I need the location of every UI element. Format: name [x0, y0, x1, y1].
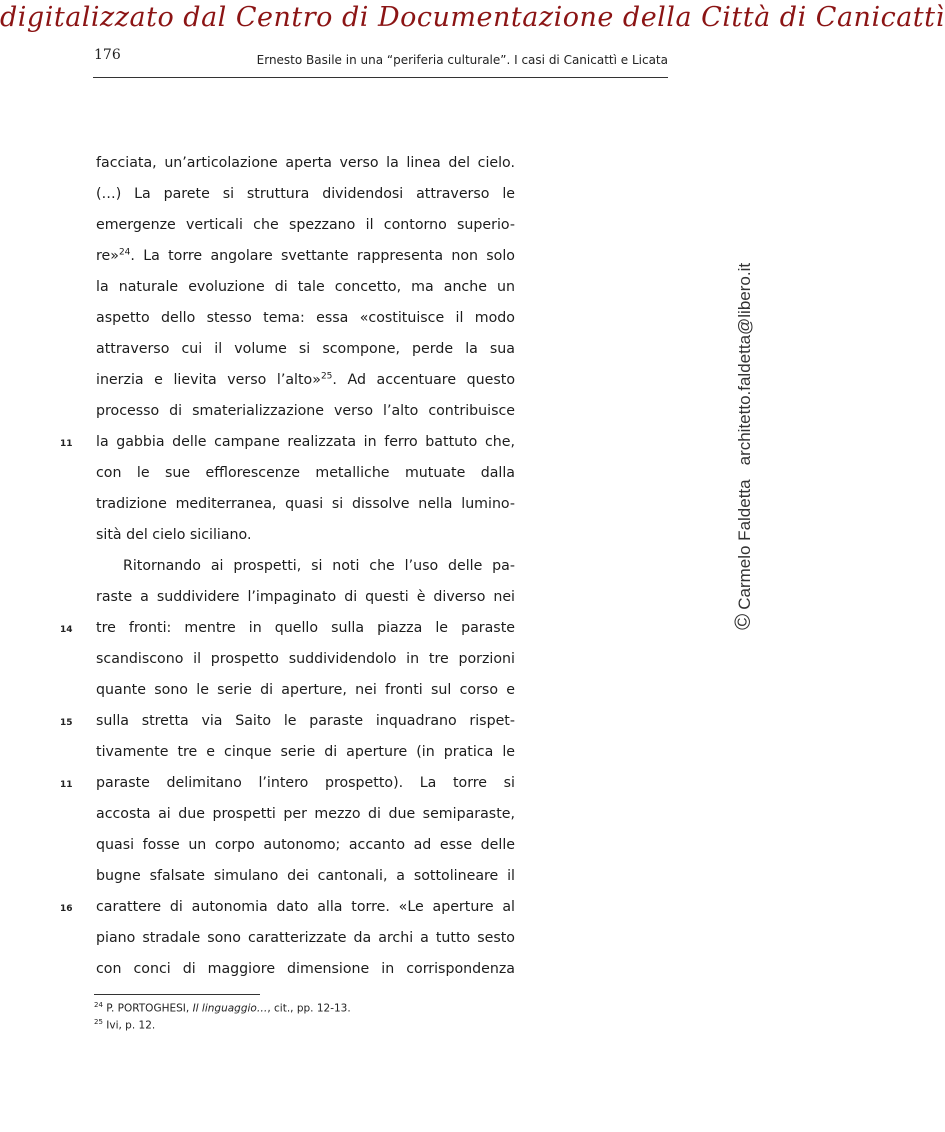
footnote-number: 25	[94, 1018, 103, 1026]
margin-line-number: 11	[60, 780, 73, 790]
footnote-divider	[94, 994, 260, 995]
margin-line-number: 16	[60, 904, 73, 914]
text-line: tre fronti: mentre in quello sulla piazza le paraste	[96, 620, 515, 636]
text-line	[96, 365, 515, 396]
footnote-author: P. PORTOGHESI,	[106, 1002, 193, 1015]
footnote-title: Il linguaggio…	[192, 1002, 268, 1015]
margin-line-number: 11	[60, 439, 73, 449]
text-line: quasi fosse un corpo autonomo; accanto ad esse delle	[96, 837, 515, 853]
body-text	[96, 148, 515, 985]
text-line: la naturale evoluzione di tale concetto, ma anche un	[96, 279, 515, 295]
margin-line-number: 15	[60, 718, 73, 728]
footnote-rest: , cit., pp. 12-13.	[267, 1002, 351, 1015]
text-line: sulla stretta via Saito le paraste inquadrano rispet-	[96, 713, 515, 729]
page-number: 176	[94, 47, 121, 63]
text-line: carattere di autonomia dato alla torre. «Le aperture al	[96, 899, 515, 915]
text-line: la gabbia delle campane realizzata in ferro battuto che,	[96, 434, 515, 450]
text-fragment: inerzia e lievita verso l’alto»	[96, 372, 321, 388]
watermark-author: Carmelo Faldetta	[735, 479, 754, 610]
text-line: paraste delimitano l’intero prospetto). La torre si	[96, 775, 515, 791]
footnote-ref-25: 25	[320, 371, 333, 382]
watermark-email: architetto.faldetta@libero.it	[735, 262, 754, 466]
text-line: scandiscono il prospetto suddividendolo in tre porzioni	[96, 651, 515, 667]
text-line: con le sue efflorescenze metalliche mutuate dalla	[96, 465, 515, 481]
text-fragment: re»	[96, 248, 119, 264]
copyright-icon: ©	[730, 613, 755, 630]
author-watermark	[730, 263, 756, 630]
margin-line-number: 14	[60, 625, 73, 635]
text-line: sità del cielo siciliano.	[96, 527, 252, 543]
text-line: processo di smaterializzazione verso l’alto contribuisce	[96, 403, 515, 419]
text-line: Ritornando ai prospetti, si noti che l’uso delle pa-	[123, 558, 515, 574]
text-line: piano stradale sono caratterizzate da archi a tutto sesto	[96, 930, 515, 946]
text-line: tradizione mediterranea, quasi si dissolve nella lumino-	[96, 496, 515, 512]
text-line: facciata, un’articolazione aperta verso la linea del cielo.	[96, 155, 515, 171]
text-line: accosta ai due prospetti per mezzo di due semiparaste,	[96, 806, 515, 822]
text-line: attraverso cui il volume si scompone, perde la sua	[96, 341, 515, 357]
footnote-author: Ivi, p. 12.	[106, 1019, 156, 1032]
text-line	[96, 241, 515, 272]
text-fragment: . La torre angolare svettante rappresenta non solo	[130, 248, 515, 264]
text-line: (…) La parete si struttura dividendosi attraverso le	[96, 186, 515, 202]
text-line: bugne sfalsate simulano dei cantonali, a sottolineare il	[96, 868, 515, 884]
digitization-banner: digitalizzato dal Centro di Documentazione della Città di Canicattì	[0, 2, 945, 33]
text-line: raste a suddividere l’impaginato di questi è diverso nei	[96, 589, 515, 605]
footnote-24	[94, 1001, 351, 1015]
text-line: aspetto dello stesso tema: essa «costituisce il modo	[96, 310, 515, 326]
text-line: quante sono le serie di aperture, nei fronti sul corso e	[96, 682, 515, 698]
footnote-25	[94, 1018, 155, 1032]
footnote-ref-24: 24	[118, 247, 131, 258]
text-fragment: . Ad accentuare questo	[332, 372, 516, 388]
text-line: emergenze verticali che spezzano il contorno superio-	[96, 217, 515, 233]
text-line: tivamente tre e cinque serie di aperture (in pratica le	[96, 744, 515, 760]
header-divider	[93, 77, 668, 78]
text-line: con conci di maggiore dimensione in corrispondenza	[96, 961, 515, 977]
running-title: Ernesto Basile in una “periferia culturale”. I casi di Canicattì e Licata	[256, 53, 668, 67]
footnote-number: 24	[94, 1001, 103, 1009]
